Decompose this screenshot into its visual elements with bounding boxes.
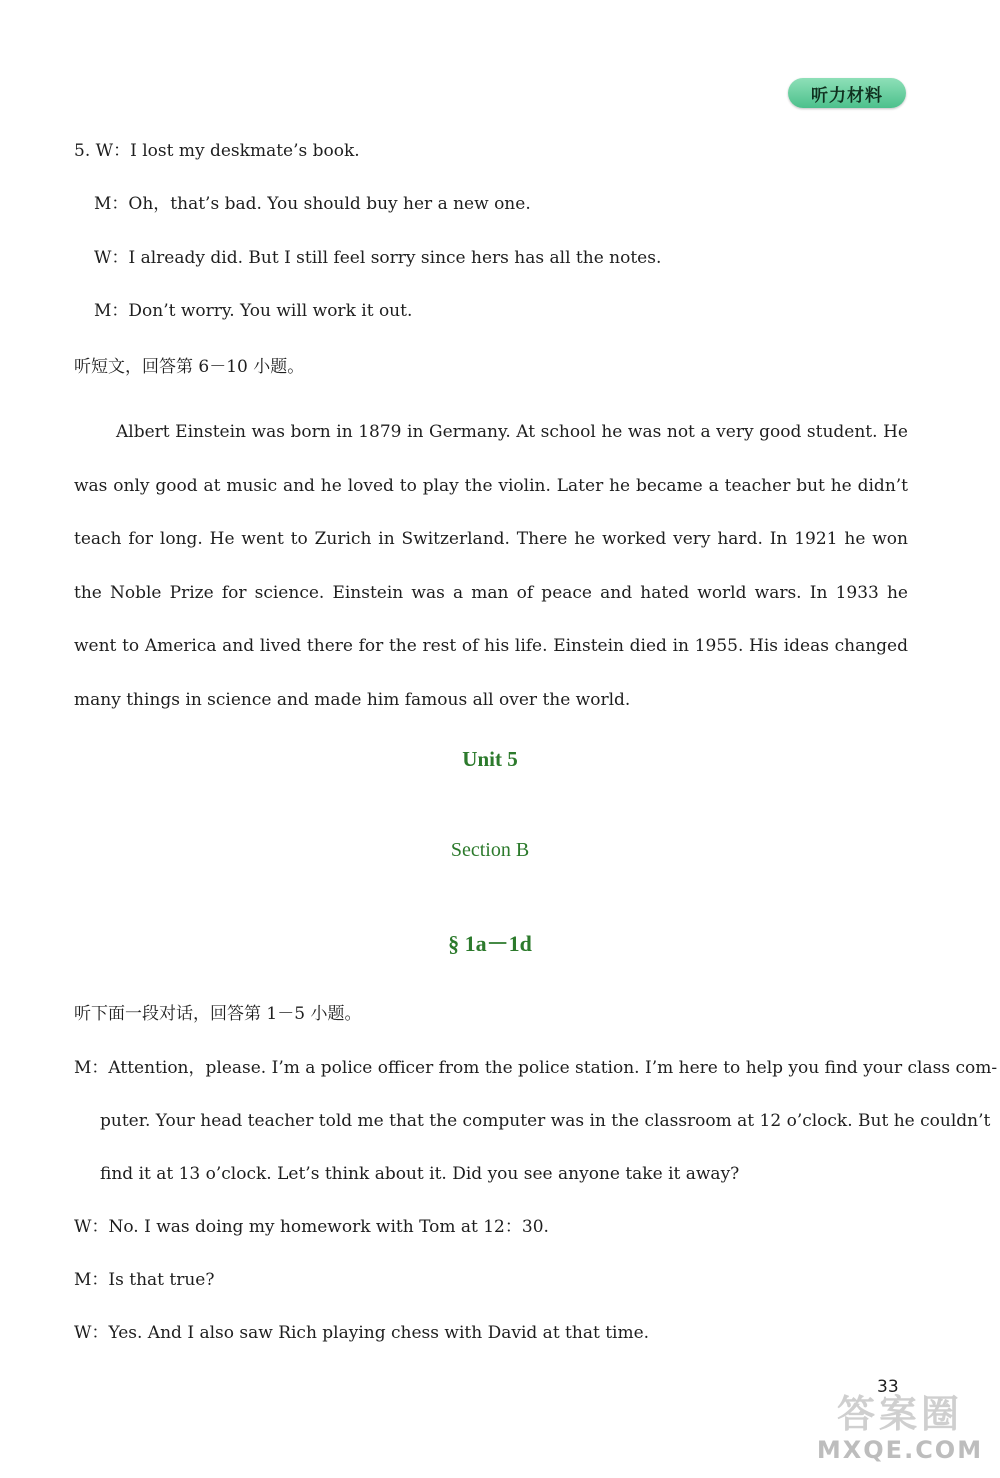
dialogue-line: M：Don’t worry. You will work it out. bbox=[94, 301, 413, 321]
dialogue-instruction: 听下面一段对话，回答第 1－5 小题。 bbox=[74, 1004, 362, 1024]
subsection-title: § 1a－1d bbox=[448, 931, 532, 956]
passage-instruction: 听短文，回答第 6－10 小题。 bbox=[74, 357, 305, 377]
dialogue-line: W：No. I was doing my homework with Tom at 12：30. bbox=[74, 1217, 549, 1237]
page-number: 33 bbox=[877, 1377, 899, 1397]
watermark-logo bbox=[810, 1392, 990, 1472]
dialogue-line: 5. W：I lost my deskmate’s book. bbox=[74, 141, 360, 161]
watermark-text: 答案圈 bbox=[836, 1392, 963, 1436]
dialogue-line: W：Yes. And I also saw Rich playing chess with David at that time. bbox=[74, 1323, 650, 1343]
section-title: Section B bbox=[450, 839, 530, 861]
dialogue-line: M：Attention，please. I’m a police officer from the police station. I’m here to help you find your class com- bbox=[74, 1058, 998, 1078]
passage-text: Albert Einstein was born in 1879 in Germany. At school he was not a very good student. He was only good at music and he loved to play the violin. Later he became a teacher but he didn’t teach for long. He went to Zurich in Switzerland. There he worked very hard. In 1921 he won the Noble Prize for science. Einstein was a man of peace and hated world wars. In 1933 he went to America and lived there for the rest of his life. Einstein died in 1955. His ideas changed many things in science and made him famous all over the world. bbox=[74, 422, 908, 710]
dialogue-line: M：Is that true? bbox=[74, 1270, 215, 1290]
dialogue-line: M：Oh，that’s bad. You should buy her a new one. bbox=[94, 194, 531, 214]
dialogue-line: find it at 13 o’clock. Let’s think about it. Did you see anyone take it away? bbox=[100, 1164, 740, 1184]
dialogue-line: W：I already did. But I still feel sorry since hers has all the notes. bbox=[94, 248, 662, 268]
section-badge: 听力材料 bbox=[788, 78, 906, 108]
dialogue-line: puter. Your head teacher told me that the computer was in the classroom at 12 o’clock. But he couldn’t bbox=[100, 1111, 991, 1131]
watermark-url: MXQE.COM bbox=[816, 1436, 984, 1464]
unit-title: Unit 5 bbox=[462, 747, 518, 771]
